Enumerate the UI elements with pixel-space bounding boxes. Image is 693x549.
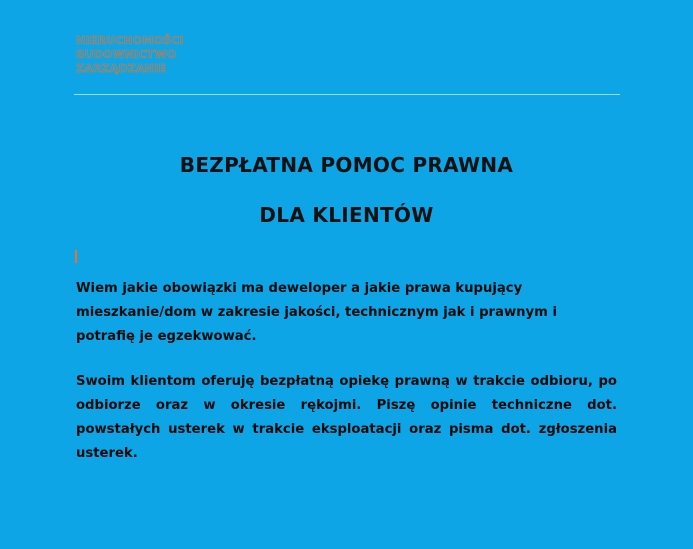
header-divider [74,94,620,95]
page-subtitle: DLA KLIENTÓW [259,203,434,227]
header-line-construction: BUDOWNICTWO [76,48,177,61]
text-cursor-marker [75,250,77,263]
paragraph-legal-care-offer: Swoim klientom oferuję bezpłatną opiekę prawną w trakcie odbioru, po odbiorze oraz w okresie rękojmi. Piszę opinie techniczne dot. powstałych usterek w trakcie eksploatacji oraz pisma dot. zgłoszenia usterek. [76,374,617,461]
header-brand-lines [76,34,620,76]
header-line-real-estate: NIERUCHOMOŚCI [76,34,184,47]
header-line-management: ZARZĄDZANIE [76,62,167,75]
paragraph-developer-obligations: Wiem jakie obowiązki ma deweloper a jakie prawa kupujący mieszkanie/dom w zakresie jakości, technicznym jak i prawnym i potrafię je egzekwować. [76,281,557,344]
page-title: BEZPŁATNA POMOC PRAWNA [179,153,514,177]
